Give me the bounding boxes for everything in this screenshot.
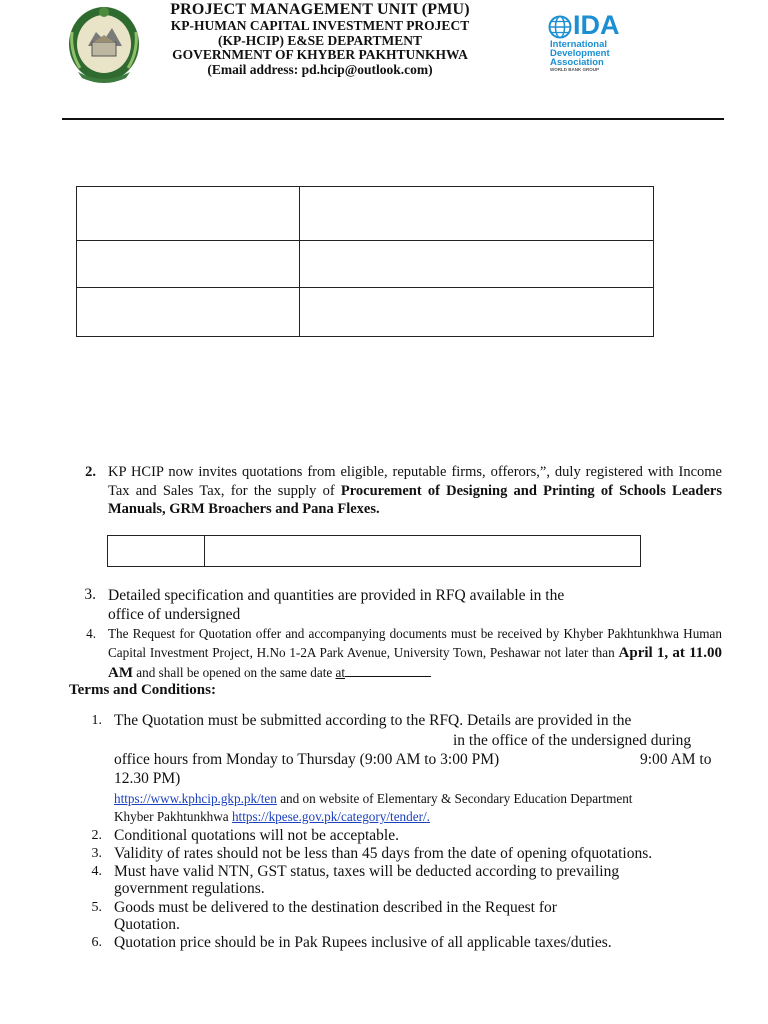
term-6-text: Quotation price should be in Pak Rupees inclusive of all applicable taxes/duties. bbox=[114, 934, 612, 951]
term-2-number: 2. bbox=[91, 828, 102, 843]
term-2-text: Conditional quotations will not be acceptable. bbox=[114, 827, 399, 844]
item-4-number: 4. bbox=[86, 626, 96, 641]
item-2-text: KP HCIP now invites quotations from eligible, reputable firms, offerors,”, duly registered with Income Tax and Sales Tax, for the supply of Procurement of Designing and Printing of Schools Leaders Manuals, GRM Broachers and Pana Flexes. bbox=[108, 464, 722, 517]
term-4-number: 4. bbox=[91, 864, 102, 879]
kphcip-tender-link[interactable]: https://www.kphcip.gkp.pk/ten bbox=[114, 791, 277, 806]
kpese-tender-link[interactable]: https://kpese.gov.pk/category/tender/ bbox=[231, 809, 427, 824]
term-1-line-6: Khyber Pakhtunkhwa https://kpese.gov.pk/category/tender/. bbox=[114, 809, 430, 824]
header-line-4: GOVERNMENT OF KHYBER PAKHTUNKHWA bbox=[172, 47, 468, 62]
header-line-3: (KP-HCIP) E&SE DEPARTMENT bbox=[217, 32, 423, 48]
term-1-line-2: in the office of the undersigned during bbox=[453, 732, 692, 749]
header-line-2: KP-HUMAN CAPITAL INVESTMENT PROJECT bbox=[170, 18, 470, 33]
item-3-number: 3. bbox=[84, 586, 96, 603]
item-3-text: Detailed specification and quantities are provided in RFQ available in the office of undersigned bbox=[108, 587, 565, 623]
item-4-text: The Request for Quotation offer and accompanying documents must be received by Khyber Pakhtunkhwa Human Capital Investment Project, H.No 1-2A Park Avenue, University Town, Peshawar not later than April 1, at 11.00 AM and shall be opened on the same date at bbox=[108, 626, 723, 681]
term-3-text: Validity of rates should not be less than 45 days from the date of opening ofquotations. bbox=[114, 845, 653, 862]
term-4-line-1: Must have valid NTN, GST status, taxes will be deducted according to prevailing bbox=[114, 863, 620, 880]
term-1-line-4: 12.30 PM) bbox=[114, 770, 181, 787]
term-6-number: 6. bbox=[91, 935, 102, 950]
term-5-line-1: Goods must be delivered to the destination described in the Request for bbox=[114, 899, 557, 916]
term-4-line-2: government regulations. bbox=[114, 880, 265, 897]
header-line-5: (Email address: pd.hcip@outlook.com) bbox=[207, 61, 433, 77]
term-1-links-line: https://www.kphcip.gkp.pk/ten and on website of Elementary & Secondary Education Department bbox=[114, 791, 633, 806]
ida-org-name: International Development Association WORLD BANK GROUP bbox=[550, 39, 610, 72]
term-1-line-3a: office hours from Monday to Thursday (9:00 AM to 3:00 PM) bbox=[114, 751, 500, 768]
term-1-line-3b: 9:00 AM to bbox=[640, 751, 712, 768]
term-5-number: 5. bbox=[91, 900, 102, 915]
term-1-number: 1. bbox=[91, 713, 102, 728]
ida-wordmark: IDA bbox=[573, 10, 620, 40]
term-1-line-1: The Quotation must be submitted according to the RFQ. Details are provided in the bbox=[114, 712, 632, 729]
header-line-1: PROJECT MANAGEMENT UNIT (PMU) bbox=[170, 1, 470, 18]
term-3-number: 3. bbox=[91, 846, 102, 861]
terms-heading: Terms and Conditions: bbox=[69, 682, 216, 698]
term-5-line-2: Quotation. bbox=[114, 916, 180, 933]
item-2-number: 2. bbox=[85, 464, 96, 480]
